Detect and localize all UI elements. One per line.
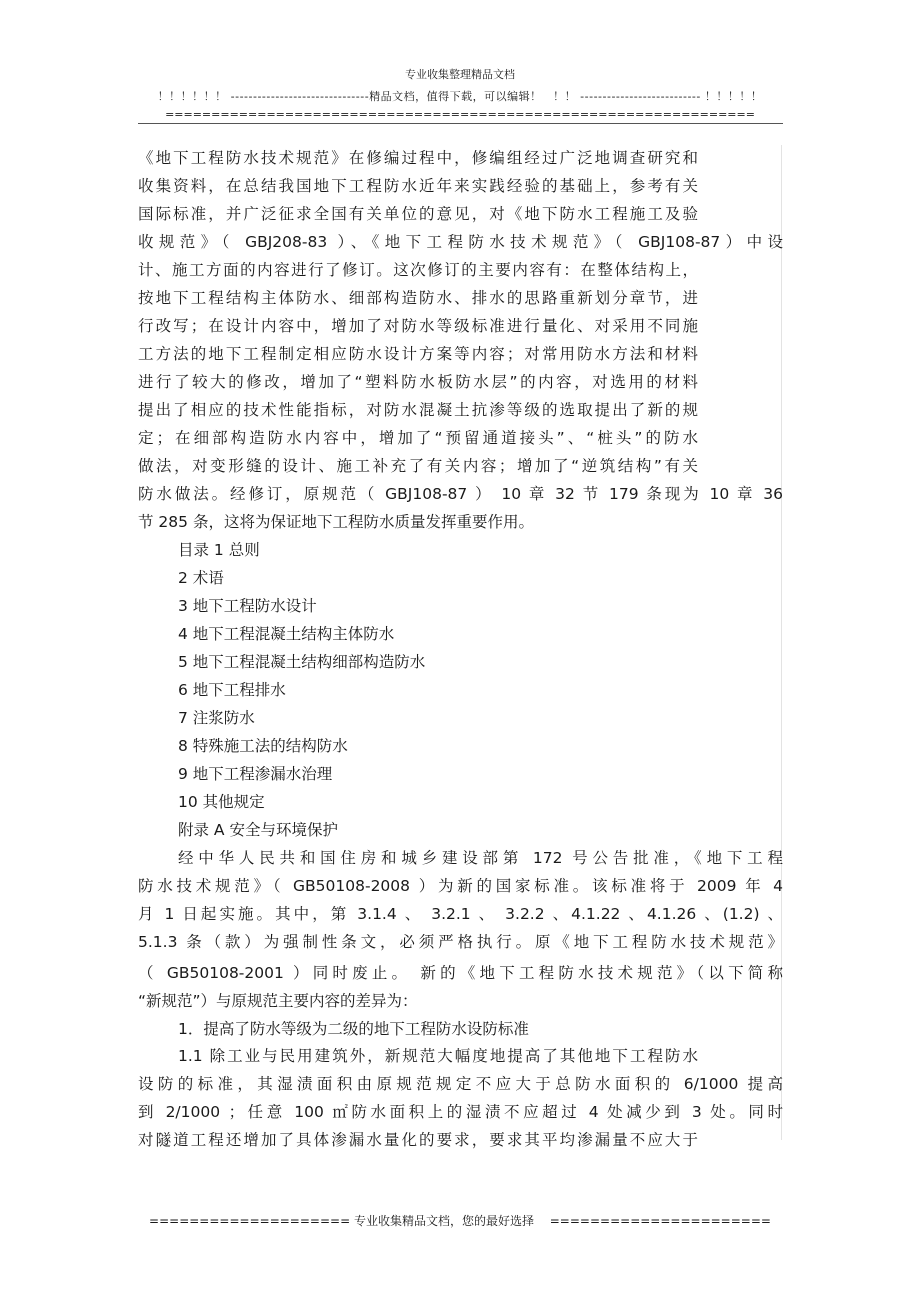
paragraph-line: 工方法的地下工程制定相应防水设计方案等内容；对常用防水方法和材料 [138, 345, 698, 363]
header-title: 专业收集整理精品文档 [405, 68, 515, 81]
toc-item: 4 地下工程混凝土结构主体防水 [178, 625, 395, 643]
paragraph-line: 收规范》（ GBJ208-83 ）、《地下工程防水技术规范》（ GBJ108-87）中设 [138, 233, 783, 251]
toc-item: 2 术语 [178, 569, 224, 587]
header-rule [138, 123, 783, 124]
toc-item: 目录 1 总则 [178, 541, 260, 559]
paragraph-line: （ GB50108-2001 ）同时废止。 新的《地下工程防水技术规范》（以下简称 [138, 964, 783, 982]
toc-item: 6 地下工程排水 [178, 681, 286, 699]
paragraph-line: “新规范”）与原规范主要内容的差异为： [138, 992, 418, 1010]
paragraph-line: 定；在细部构造防水内容中，增加了“预留通道接头”、“桩头”的防水 [138, 429, 698, 447]
paragraph-line: 经中华人民共和国住房和城乡建设部第 172 号公告批准，《地下工程 [178, 849, 783, 867]
paragraph-line: 节 285 条，这将为保证地下工程防水质量发挥重要作用。 [138, 513, 534, 531]
paragraph-line: 对隧道工程还增加了具体渗漏水量化的要求，要求其平均渗漏量不应大于 [138, 1131, 698, 1149]
paragraph-line: 到 2/1000 ；任意 100 ㎡防水面积上的湿渍不应超过 4 处减少到 3 处。同时 [138, 1103, 783, 1121]
toc-item: 8 特殊施工法的结构防水 [178, 737, 348, 755]
paragraph-line: 防水做法。经修订，原规范（ GBJ108-87 ） 10 章 32 节 179 条现为 10 章 36 [138, 485, 783, 503]
paragraph-line: 1.1 除工业与民用建筑外，新规范大幅度地提高了其他地下工程防水 [178, 1047, 698, 1065]
paragraph-line: 国际标准，并广泛征求全国有关单位的意见，对《地下防水工程施工及验 [138, 205, 698, 223]
paragraph-line: 做法，对变形缝的设计、施工补充了有关内容；增加了“逆筑结构”有关 [138, 457, 698, 475]
paragraph-line: 提出了相应的技术性能指标，对防水混凝土抗渗等级的选取提出了新的规 [138, 401, 698, 419]
paragraph-line: 《地下工程防水技术规范》在修编过程中，修编组经过广泛地调查研究和 [138, 149, 698, 167]
header-separator: ================================================================ [165, 108, 755, 121]
toc-item: 9 地下工程渗漏水治理 [178, 765, 333, 783]
paragraph-line: 设防的标准，其湿渍面积由原规范规定不应大于总防水面积的 6/1000 提高 [138, 1075, 783, 1093]
toc-item: 10 其他规定 [178, 793, 265, 811]
page-footer: ==================== 专业收集精品文档，您的最好选择 ====================== [149, 1214, 771, 1228]
header-notice: ！！！！！！ -------------------------------精品文档，值得下载，可以编辑！ ！！ --------------------------- ！！！！！ [157, 90, 763, 103]
section-heading: 1．提高了防水等级为二级的地下工程防水设防标准 [178, 1020, 529, 1038]
toc-item: 3 地下工程防水设计 [178, 597, 317, 615]
toc-item: 附录 A 安全与环境保护 [178, 821, 338, 839]
paragraph-line: 收集资料，在总结我国地下工程防水近年来实践经验的基础上，参考有关 [138, 177, 698, 195]
paragraph-line: 进行了较大的修改，增加了“塑料防水板防水层”的内容，对选用的材料 [138, 373, 698, 391]
paragraph-line: 按地下工程结构主体防水、细部构造防水、排水的思路重新划分章节，进 [138, 289, 698, 307]
paragraph-line: 行改写；在设计内容中，增加了对防水等级标准进行量化、对采用不同施 [138, 317, 698, 335]
paragraph-line: 月 1 日起实施。其中，第 3.1.4 、 3.2.1 、 3.2.2 、4.1.22 、4.1.26 、(1.2) 、 [138, 905, 783, 923]
toc-item: 7 注浆防水 [178, 709, 255, 727]
paragraph-line: 防水技术规范》（ GB50108-2008 ）为新的国家标准。该标准将于 2009 年 4 [138, 877, 783, 895]
toc-item: 5 地下工程混凝土结构细部构造防水 [178, 653, 426, 671]
paragraph-line: 5.1.3 条（款）为强制性条文，必须严格执行。原《地下工程防水技术规范》 [138, 933, 783, 951]
paragraph-line: 计、施工方面的内容进行了修订。这次修订的主要内容有：在整体结构上， [138, 261, 698, 279]
